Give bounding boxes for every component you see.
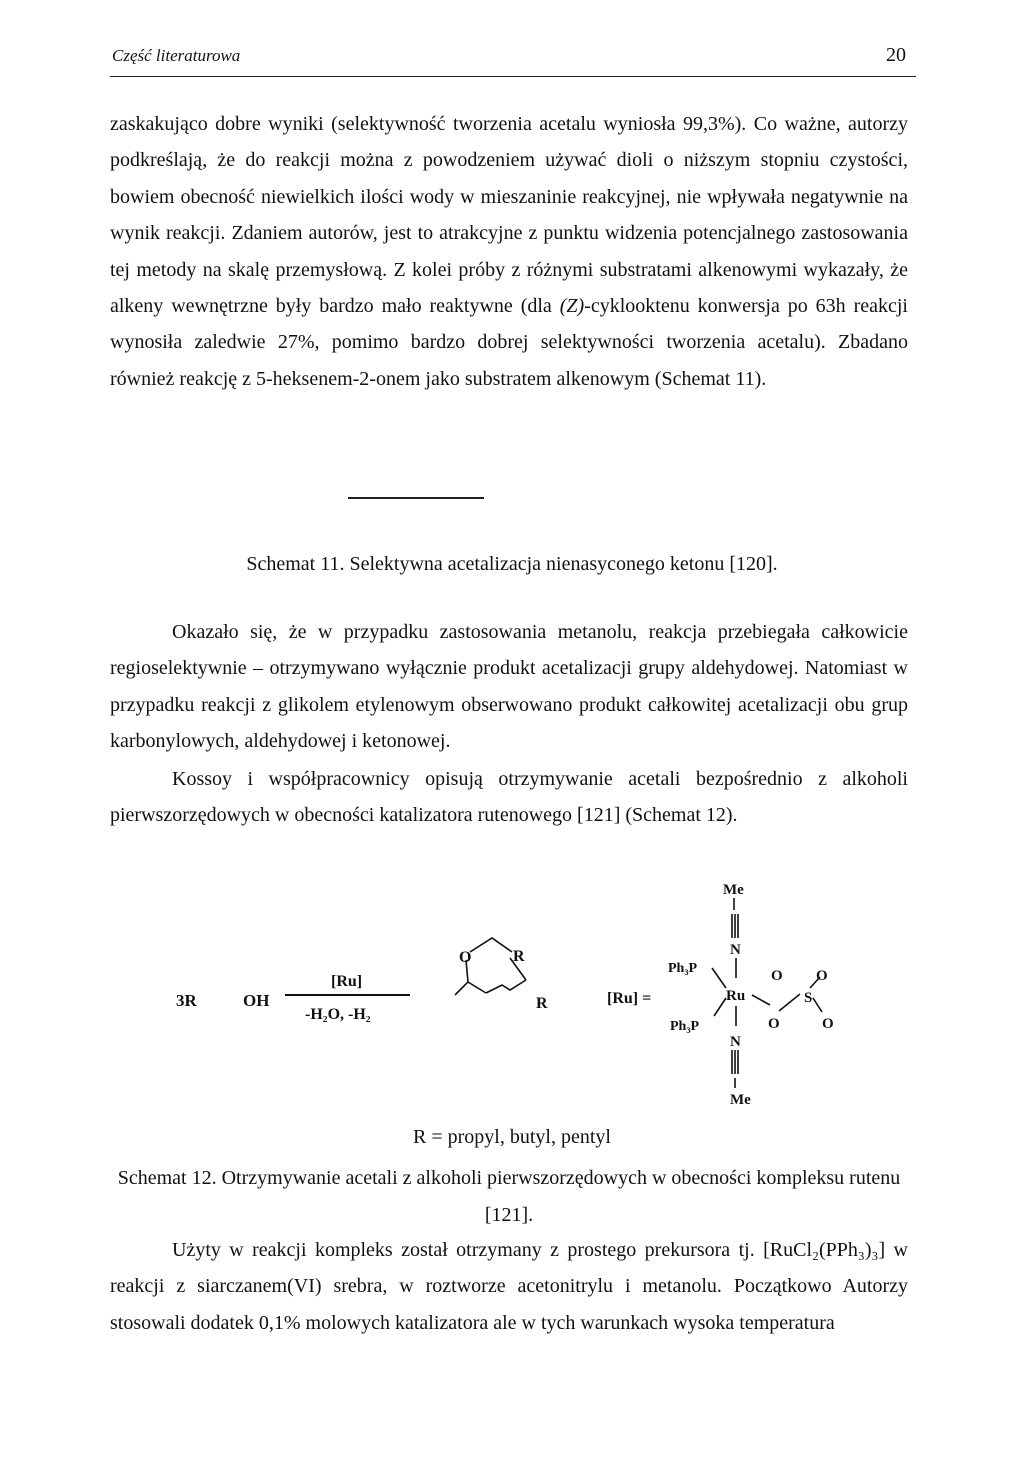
scheme-12-caption: Schemat 12. Otrzymywanie acetali z alkoholi pierwszorzędowych w obecności kompleksu rutenu [121]. <box>117 1167 901 1226</box>
scheme-11-caption: Schemat 11. Selektywna acetalizacja nienasyconego ketonu [120]. <box>246 553 778 575</box>
page-number: 20 <box>886 44 906 66</box>
scheme-11-placeholder-rule <box>348 497 484 499</box>
paragraph-regioselectivity: Okazało się, że w przypadku zastosowania metanolu, reakcja przebiegała całkowicie regioselektywnie – otrzymywano wyłącznie produkt acetalizacji grupy aldehydowej. Natomiast w przypadku reakcji z glikolem etylenowym obserwowano produkt całkowitej acetalizacji obu grup karbonylowych, aldehydowej i ketonowej. <box>110 621 908 753</box>
methyl-bottom: Me <box>730 1092 751 1108</box>
paragraph-complex-preparation: Użyty w reakcji kompleks został otrzymany z prostego prekursora tj. [RuCl₂(PPh₃)₃] w reakcji z siarczanem(VI) srebra, w roztworze acetonitrylu i metanolu. Początkowo Autorzy stosowali dodatek 0,1% molowych katalizatora ale w tych warunkach wysoka temperatura <box>110 1239 908 1334</box>
nitrogen-bottom: N <box>730 1034 741 1050</box>
ruthenium-center: Ru <box>726 988 746 1004</box>
nitrogen-top: N <box>730 942 741 958</box>
r-group-definition: R = propyl, butyl, pentyl <box>413 1126 611 1148</box>
paragraph-acetal-selectivity <box>110 106 908 397</box>
arrow-byproducts-label: -H₂O, -H₂ <box>305 1006 371 1023</box>
paragraph-text: zaskakująco dobre wyniki (selektywność tworzenia acetalu wyniosła 99,3%). Co ważne, autorzy podkreślają, że do reakcji można z powodzeniem używać dioli o niższym stopniu czystości, bowiem obecność niewielkich ilości wody w mieszaninie reakcyjnej, nie wpływała negatywnie na wynik reakcji. Zdaniem autorów, jest to atrakcyjne z punktu widzenia potencjalnego zastosowania tej metody na skalę przemysłową. Z kolei próby z różnymi substratami alkenowymi wykazały, że alkeny wewnętrzne były bardzo mało reaktywne (dla <box>110 113 908 318</box>
methyl-top: Me <box>723 882 744 898</box>
running-header-title: Część literaturowa <box>112 46 241 65</box>
scheme-12-diagram <box>0 870 1024 1130</box>
paragraph-kossoy: Kossoy i współpracownicy opisują otrzymywanie acetali bezpośrednio z alkoholi pierwszorzędowych w obecności katalizatora rutenowego [121] (Schemat 12). <box>110 768 908 827</box>
sulfate-sulfur: S <box>804 990 813 1006</box>
acetal-oxygen: O <box>459 949 472 966</box>
sulfate-oxygen-2: O <box>816 968 828 984</box>
sulfate-oxygen-3: O <box>768 1016 780 1032</box>
reactant-hydroxyl: OH <box>243 991 270 1010</box>
acetal-r-group-top: R <box>513 948 525 965</box>
acetal-product-structure <box>455 938 526 995</box>
triphenylphosphine-bottom: Ph₃P <box>670 1019 700 1034</box>
arrow-catalyst-label: [Ru] <box>331 973 363 990</box>
paragraph-text: -cyklooktenu konwersja po 63h reakcji wynosiła zaledwie 27%, pomimo bardzo dobrej selektywności tworzenia acetalu). Zbadano również reakcję z 5-heksenem-2-onem jako substratem alkenowym (Schemat 11). <box>110 295 908 390</box>
reactant-coefficient: 3R <box>176 991 197 1010</box>
acetal-r-group-right: R <box>536 995 548 1012</box>
header-rule <box>110 76 916 77</box>
catalyst-definition-label: [Ru] = <box>607 990 652 1007</box>
sulfate-oxygen-1: O <box>771 968 783 984</box>
z-isomer-label: (Z) <box>559 295 585 318</box>
scheme-12-svg <box>0 870 1024 1130</box>
triphenylphosphine-top: Ph₃P <box>668 961 698 976</box>
sulfate-oxygen-4: O <box>822 1016 834 1032</box>
